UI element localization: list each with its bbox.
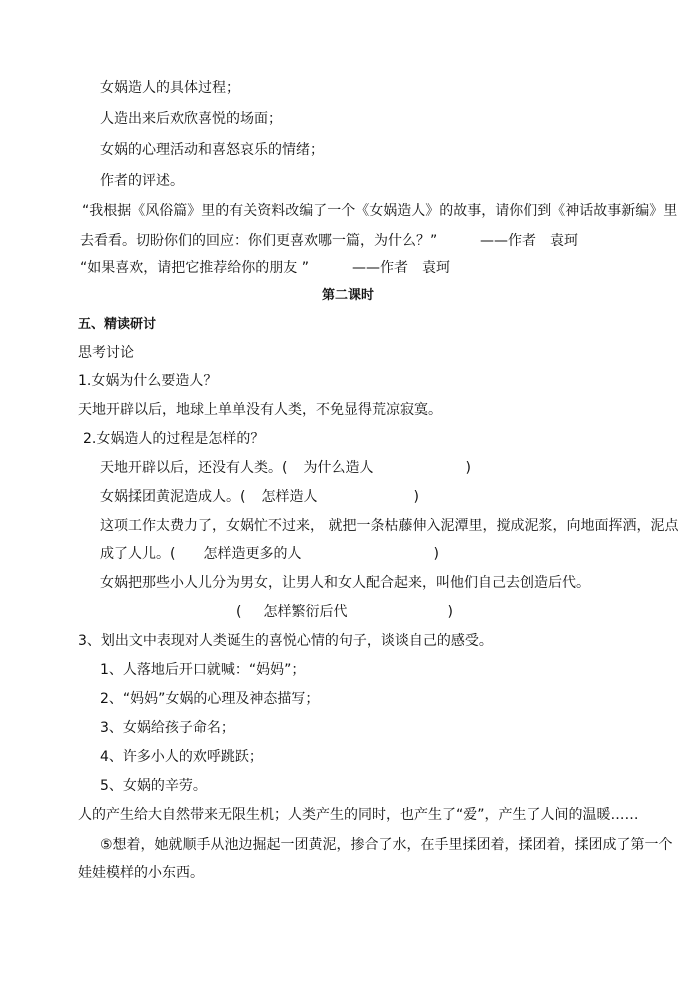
step-close: ) [447, 604, 453, 620]
intro-item-2: 人造出来后欢欣喜悦的场面； [100, 111, 282, 127]
excerpt-line1: ⑤想着，她就顺手从池边掘起一团黄泥，掺合了水，在手里揉团着，揉团着，揉团成了第一个 [100, 837, 673, 853]
q2-step-3: 这项工作太费力了，女娲忙不过来， 就把一条枯藤伸入泥潭里，搅成泥浆，向地面挥洒，泥点 [100, 518, 679, 534]
step-text: 女娲揉团黄泥造成人。( [100, 489, 246, 505]
q2-step-3-cont [100, 545, 439, 563]
section-heading: 五、精读研讨 [78, 317, 157, 332]
q3-item-2: 2、“妈妈”女娲的心理及神态描写； [100, 691, 320, 707]
intro-item-3: 女娲的心理活动和喜怒哀乐的情绪； [100, 142, 324, 158]
step-note: 怎样繁衍后代 [263, 604, 348, 620]
q2-question: 2.女娲造人的过程是怎样的？ [83, 431, 265, 447]
q3-item-4: 4、许多小人的欢呼跳跃； [100, 749, 263, 765]
q2-step-1 [100, 459, 471, 477]
q3-item-1: 1、人落地后开口就喊：“妈妈”； [100, 662, 306, 678]
discussion-label: 思考讨论 [78, 345, 134, 361]
q3-item-5: 5、女娲的辛劳。 [100, 778, 207, 794]
q1-answer: 天地开辟以后，地球上单单没有人类，不免显得荒凉寂寞。 [78, 402, 442, 418]
quote1-attribution: ——作者 袁珂 [480, 233, 578, 249]
intro-item-4: 作者的评述。 [100, 173, 184, 189]
step-note: 怎样造人 [261, 489, 318, 505]
step-note: 怎样造更多的人 [203, 546, 302, 562]
step-text: 成了人儿。( [100, 546, 176, 562]
quote1-line2: 去看看。切盼你们的回应：你们更喜欢哪一篇，为什么？” [80, 233, 438, 249]
lesson-title: 第二课时 [322, 288, 375, 303]
quote2-attribution: ——作者 袁珂 [352, 260, 450, 276]
q3-item-3: 3、女娲给孩子命名； [100, 720, 235, 736]
quote1-line1: “我根据《风俗篇》里的有关资料改编了一个《女娲造人》的故事，请你们到《神话故事新编》里 [82, 203, 678, 219]
q2-step-4-note [236, 603, 453, 621]
step-text: ( [236, 604, 242, 620]
q2-step-2 [100, 488, 419, 506]
step-note: 为什么造人 [303, 460, 374, 476]
step-close: ) [465, 460, 471, 476]
q1-question: 1.女娲为什么要造人？ [78, 373, 218, 389]
q3-summary: 人的产生给大自然带来无限生机；人类产生的同时，也产生了“爱”，产生了人间的温暖…… [78, 807, 639, 823]
step-text: 天地开辟以后，还没有人类。( [100, 460, 288, 476]
excerpt-line2: 娃娃模样的小东西。 [78, 865, 204, 881]
step-close: ) [413, 489, 419, 505]
intro-item-1: 女娲造人的具体过程； [100, 80, 240, 96]
q2-step-4: 女娲把那些小人儿分为男女，让男人和女人配合起来，叫他们自己去创造后代。 [100, 575, 590, 591]
step-close: ) [433, 546, 439, 562]
quote2-text: “如果喜欢，请把它推荐给你的朋友 ” [80, 260, 309, 276]
q3-question: 3、划出文中表现对人类诞生的喜悦心情的句子，谈谈自己的感受。 [78, 633, 493, 649]
